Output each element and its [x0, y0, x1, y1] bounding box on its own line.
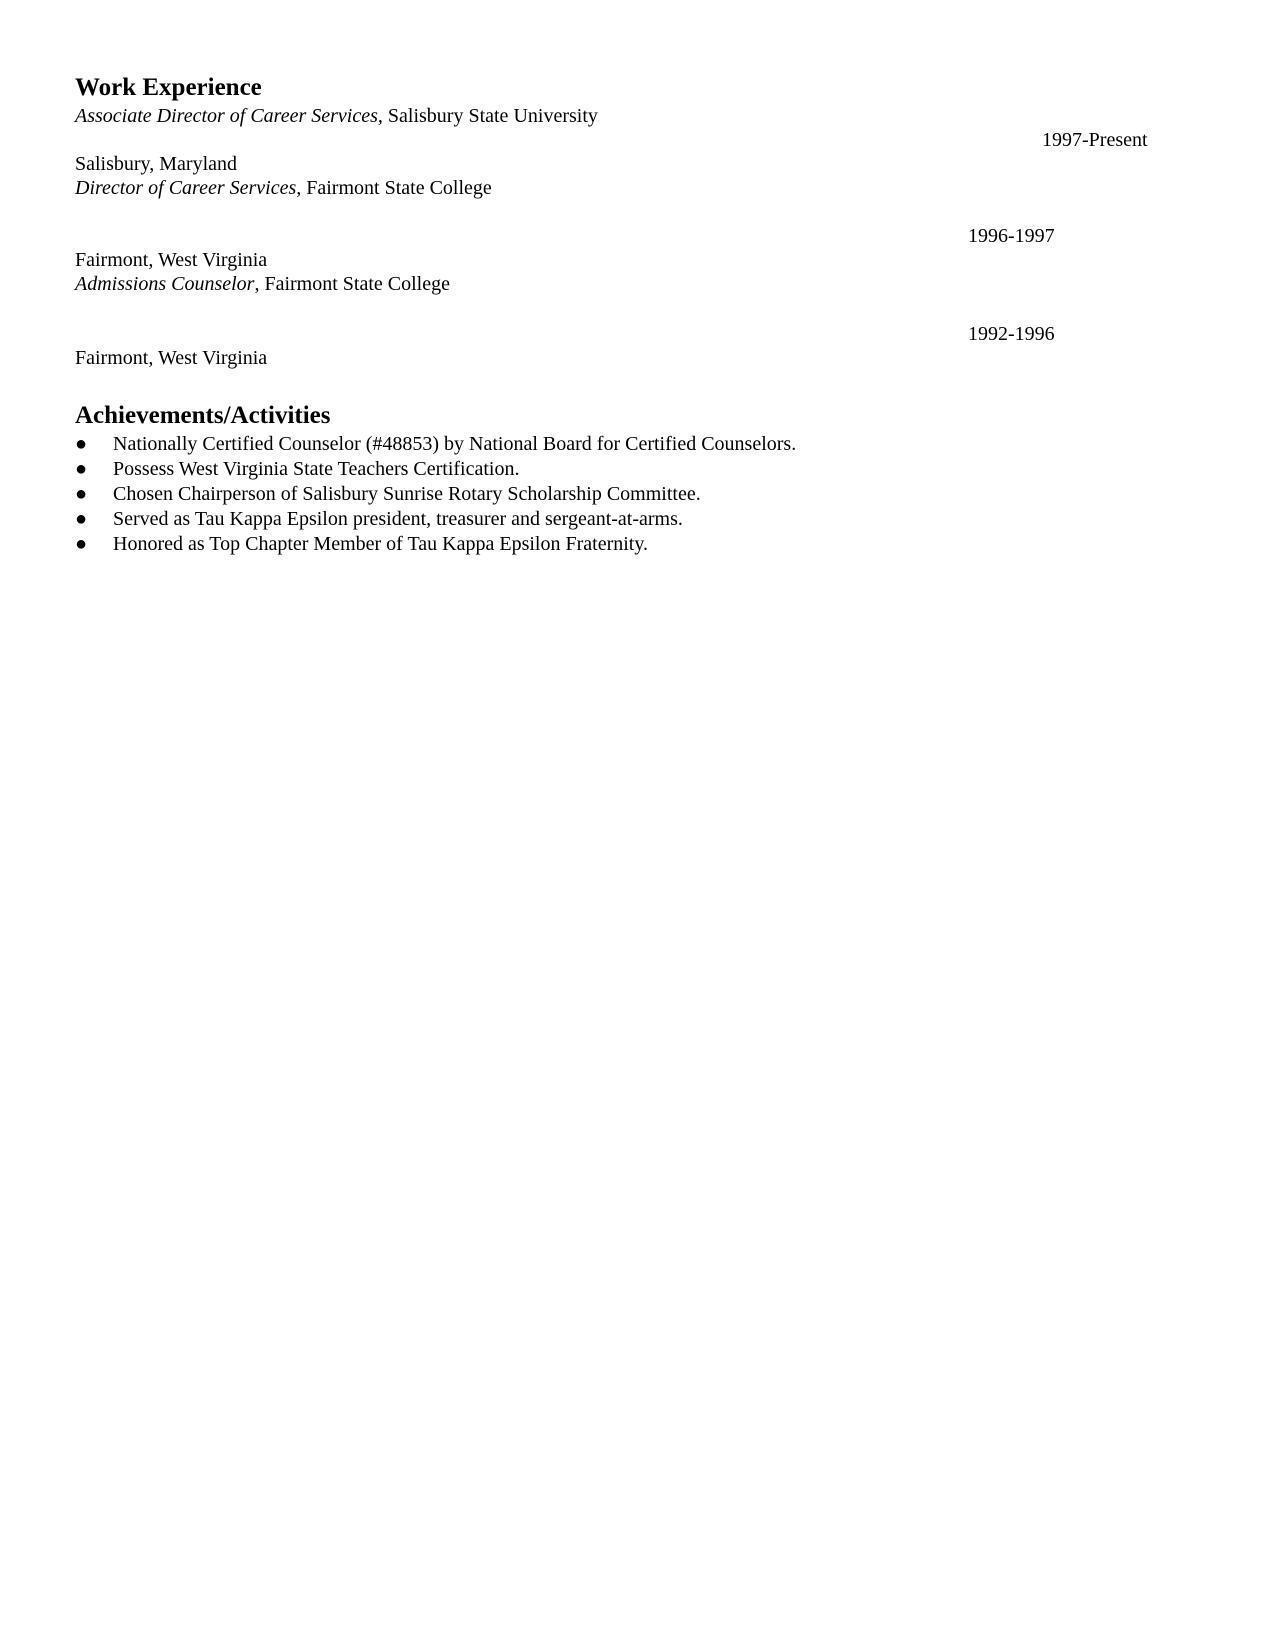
job-2-title-line — [75, 176, 492, 200]
job-3-title: Admissions Counselor — [75, 273, 255, 295]
job-1-dates: 1997-Present — [1042, 129, 1148, 151]
bullet-icon: ● — [75, 433, 88, 455]
bullet-icon: ● — [75, 508, 88, 530]
achievement-text: Nationally Certified Counselor (#48853) by National Board for Certified Counselors. — [113, 433, 797, 455]
job-1-location: Salisbury, Maryland — [75, 153, 238, 175]
bullet-icon: ● — [75, 483, 88, 505]
job-2-dates: 1996-1997 — [968, 225, 1055, 247]
work-experience-heading: Work Experience — [75, 74, 262, 101]
achievement-text: Possess West Virginia State Teachers Certification. — [113, 458, 520, 480]
job-3-title-line — [75, 272, 450, 296]
job-1-title: Associate Director of Career Services, — [75, 105, 383, 127]
job-3-employer: , Fairmont State College — [254, 273, 450, 295]
bullet-icon: ● — [75, 458, 88, 480]
bullet-icon: ● — [75, 533, 88, 555]
achievement-text: Served as Tau Kappa Epsilon president, treasurer and sergeant-at-arms. — [113, 508, 683, 530]
job-2-title: Director of Career Services, — [75, 177, 302, 199]
achievement-text: Chosen Chairperson of Salisbury Sunrise Rotary Scholarship Committee. — [113, 483, 701, 505]
job-2-location: Fairmont, West Virginia — [75, 249, 268, 271]
job-3-location: Fairmont, West Virginia — [75, 347, 268, 369]
job-1-title-line — [75, 104, 598, 128]
achievement-text: Honored as Top Chapter Member of Tau Kappa Epsilon Fraternity. — [113, 533, 649, 555]
job-2-employer: Fairmont State College — [301, 177, 492, 199]
achievements-heading: Achievements/Activities — [75, 402, 331, 429]
job-3-dates: 1992-1996 — [968, 323, 1055, 345]
job-1-employer: Salisbury State University — [382, 105, 598, 127]
